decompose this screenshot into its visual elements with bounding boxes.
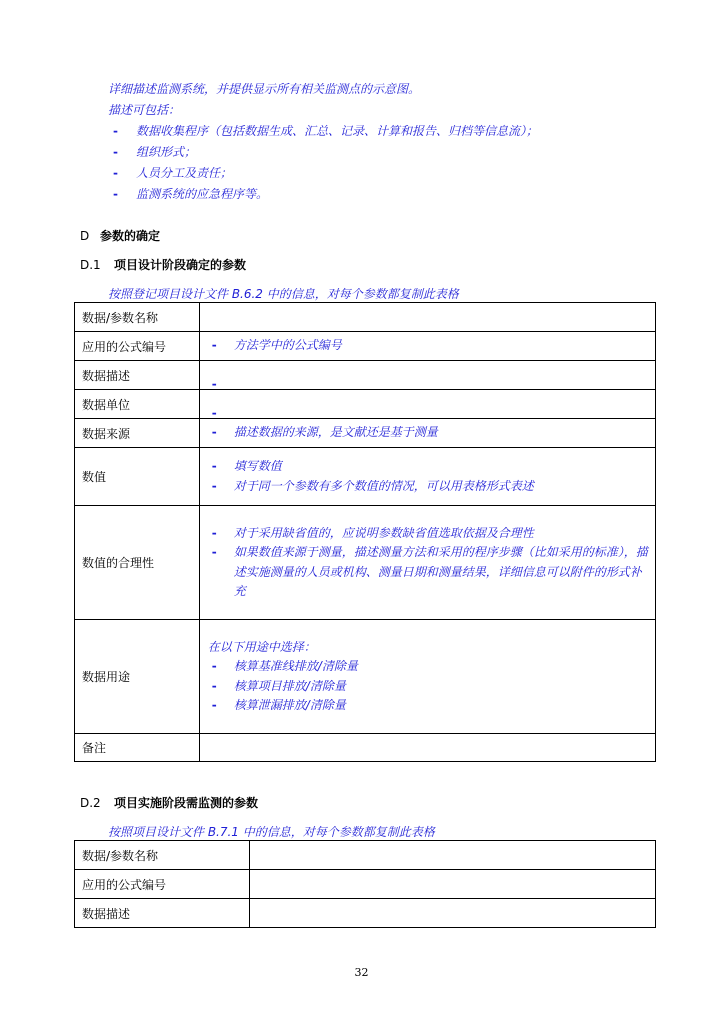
- row-label: 数据描述: [75, 899, 250, 928]
- section-number: D.2: [80, 796, 101, 810]
- section-title: 项目设计阶段确定的参数: [114, 258, 247, 272]
- dash-bullet: -: [211, 377, 217, 391]
- row-label: 应用的公式编号: [75, 332, 200, 361]
- table-row: [75, 870, 656, 899]
- dash-bullet: -: [211, 678, 217, 693]
- section-number: D: [80, 229, 90, 243]
- section-number: D.1: [80, 258, 101, 272]
- row-label: 数值: [75, 448, 200, 506]
- row-content: [199, 734, 655, 762]
- list-item: [108, 142, 538, 163]
- table-row: [75, 390, 656, 419]
- list-item: [212, 657, 655, 677]
- dash-bullet: -: [211, 545, 217, 559]
- list-item-text: 核算基准线排放/清除量: [233, 659, 358, 673]
- dash-bullet: -: [211, 525, 217, 540]
- list-item-text: 方法学中的公式编号: [233, 338, 342, 353]
- row-label: 应用的公式编号: [75, 870, 250, 899]
- dash-bullet: -: [113, 166, 118, 180]
- row-label: 备注: [75, 734, 200, 762]
- row-content: [199, 620, 655, 734]
- row-label: 数据来源: [75, 419, 200, 448]
- row-label: 数据描述: [75, 361, 200, 390]
- section-title: 项目实施阶段需监测的参数: [114, 796, 259, 810]
- list-item: [212, 336, 655, 356]
- parameter-table-design: [74, 302, 656, 762]
- dash-bullet: -: [113, 124, 118, 138]
- table-row: [75, 841, 656, 870]
- table-row: [75, 899, 656, 928]
- parameter-table-monitoring: [74, 840, 656, 928]
- section-title: 参数的确定: [100, 229, 161, 243]
- list-item-text: 如果数值来源于测量，描述测量方法和采用的程序步骤（比如采用的标准），描述实施测量的人员或机构、测量日期和测量结果，详细信息可以附件的形式补充: [233, 545, 648, 598]
- list-item: [212, 543, 649, 602]
- row-content: [249, 870, 655, 899]
- row-label: 数值的合理性: [75, 506, 200, 620]
- list-item-text: 对于采用缺省值的，应说明参数缺省值选取依据及合理性: [233, 525, 534, 540]
- list-item: [212, 457, 655, 477]
- list-item-text: 监测系统的应急程序等。: [136, 187, 269, 201]
- list-item: [212, 477, 655, 497]
- dash-bullet: -: [211, 425, 217, 440]
- dash-bullet: -: [113, 145, 118, 159]
- list-item-text: 对于同一个参数有多个数值的情况，可以用表格形式表述: [233, 478, 534, 493]
- row-content: [199, 361, 655, 390]
- list-item: [108, 184, 538, 205]
- table-row: [75, 419, 656, 448]
- dash-bullet: -: [211, 406, 217, 420]
- dash-bullet: -: [211, 338, 217, 353]
- table-row: [75, 332, 656, 361]
- intro-bullet-list: [108, 121, 538, 205]
- row-content: [199, 303, 655, 332]
- row-content: [199, 448, 655, 506]
- row-content: [199, 419, 655, 448]
- list-item: [108, 163, 538, 184]
- table-row: [75, 734, 656, 762]
- dash-bullet: -: [211, 659, 217, 673]
- row-label: 数据单位: [75, 390, 200, 419]
- table-row: [75, 620, 656, 734]
- table-row: [75, 506, 656, 620]
- list-item-text: 核算项目排放/清除量: [233, 678, 346, 693]
- row-content: [249, 899, 655, 928]
- dash-bullet: -: [113, 187, 118, 201]
- row-label: 数据/参数名称: [75, 841, 250, 870]
- list-item: [212, 696, 655, 716]
- row-content: [199, 332, 655, 361]
- usage-intro: 在以下用途中选择：: [207, 639, 316, 654]
- section-d1-heading: [80, 256, 246, 273]
- table2-caption: 按照项目设计文件 B.7.1 中的信息，对每个参数都复制此表格: [108, 825, 435, 839]
- table-row: [75, 448, 656, 506]
- table1-caption: 按照登记项目设计文件 B.6.2 中的信息，对每个参数都复制此表格: [108, 287, 459, 301]
- intro-line-2: 描述可包括：: [108, 103, 181, 117]
- dash-bullet: -: [211, 459, 217, 473]
- list-item-text: 描述数据的来源，是文献还是基于测量: [233, 425, 438, 440]
- table-row: [75, 361, 656, 390]
- list-item-text: 核算泄漏排放/清除量: [233, 698, 346, 712]
- row-content: [199, 390, 655, 419]
- list-item-text: 填写数值: [233, 459, 282, 473]
- intro-line-1: 详细描述监测系统，并提供显示所有相关监测点的示意图。: [108, 82, 421, 96]
- row-content: [199, 506, 655, 620]
- intro-block: [108, 79, 538, 205]
- list-item: [212, 677, 655, 697]
- table-row: [75, 303, 656, 332]
- section-d2-heading: [80, 794, 258, 811]
- list-item-text: 人员分工及责任；: [136, 166, 233, 180]
- row-content: [249, 841, 655, 870]
- dash-bullet: -: [211, 698, 217, 712]
- row-label: 数据用途: [75, 620, 200, 734]
- list-item: [108, 121, 538, 142]
- page-number: 32: [354, 966, 369, 979]
- list-item-text: 组织形式；: [136, 145, 197, 159]
- list-item-text: 数据收集程序（包括数据生成、汇总、记录、计算和报告、归档等信息流）；: [136, 124, 539, 138]
- dash-bullet: -: [211, 478, 217, 493]
- list-item: [212, 423, 655, 443]
- row-label: 数据/参数名称: [75, 303, 200, 332]
- section-d-heading: [80, 227, 160, 244]
- list-item: [212, 524, 649, 544]
